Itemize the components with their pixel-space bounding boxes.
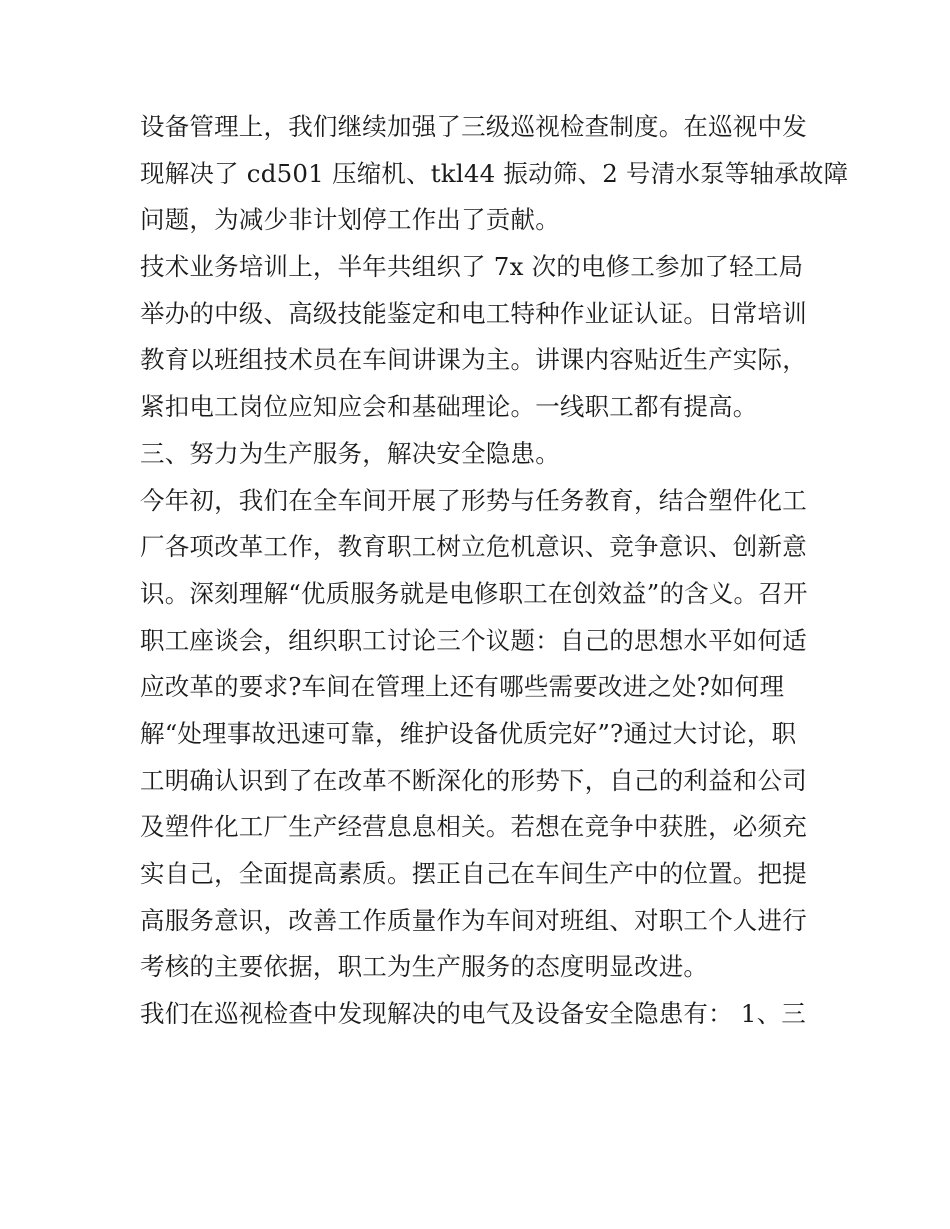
body-text (140, 104, 849, 1038)
text-line: 今年初，我们在全车间开展了形势与任务教育，结合塑件化工 (140, 485, 807, 515)
text-line: 技术业务培训上，半年共组织了 7x 次的电修工参加了轻工局 (140, 252, 804, 282)
text-line: 紧扣电工岗位应知应会和基础理论。一线职工都有提高。 (140, 392, 758, 422)
text-line: 考核的主要依据，职工为生产服务的态度明显改进。 (140, 952, 709, 982)
text-line: 实自己，全面提高素质。摆正自己在车间生产中的位置。把提 (140, 859, 807, 888)
text-line: 应改革的要求?车间在管理上还有哪些需要改进之处?如何理 (140, 672, 785, 702)
text-line: 高服务意识，改善工作质量作为车间对班组、对职工个人进行 (140, 905, 807, 935)
text-line: 我们在巡视检查中发现解决的电气及设备安全隐患有： 1、三 (140, 999, 806, 1029)
text-line: 识。深刻理解“优质服务就是电修职工在创效益”的含义。召开 (140, 578, 808, 608)
text-line: 举办的中级、高级技能鉴定和电工特种作业证认证。日常培训 (140, 298, 807, 328)
text-line: 设备管理上，我们继续加强了三级巡视检查制度。在巡视中发 (140, 112, 807, 141)
text-line: 厂各项改革工作，教育职工树立危机意识、竞争意识、创新意 (140, 532, 807, 562)
text-line: 工明确认识到了在改革不断深化的形势下，自己的利益和公司 (140, 765, 807, 795)
text-line: 职工座谈会，组织职工讨论三个议题：自己的思想水平如何适 (140, 625, 807, 655)
text-line: 教育以班组技术员在车间讲课为主。讲课内容贴近生产实际， (140, 345, 807, 375)
text-line: 现解决了 cd501 压缩机、tkl44 振动筛、2 号清水泵等轴承故障 (140, 158, 849, 188)
text-line: 解“处理事故迅速可靠，维护设备优质完好”?通过大讨论，职 (140, 718, 797, 748)
text-line: 及塑件化工厂生产经营息息相关。若想在竞争中获胜，必须充 (140, 812, 807, 842)
text-line: 问题，为减少非计划停工作出了贡献。 (140, 205, 560, 235)
section-heading: 三、努力为生产服务，解决安全隐患。 (140, 438, 560, 468)
